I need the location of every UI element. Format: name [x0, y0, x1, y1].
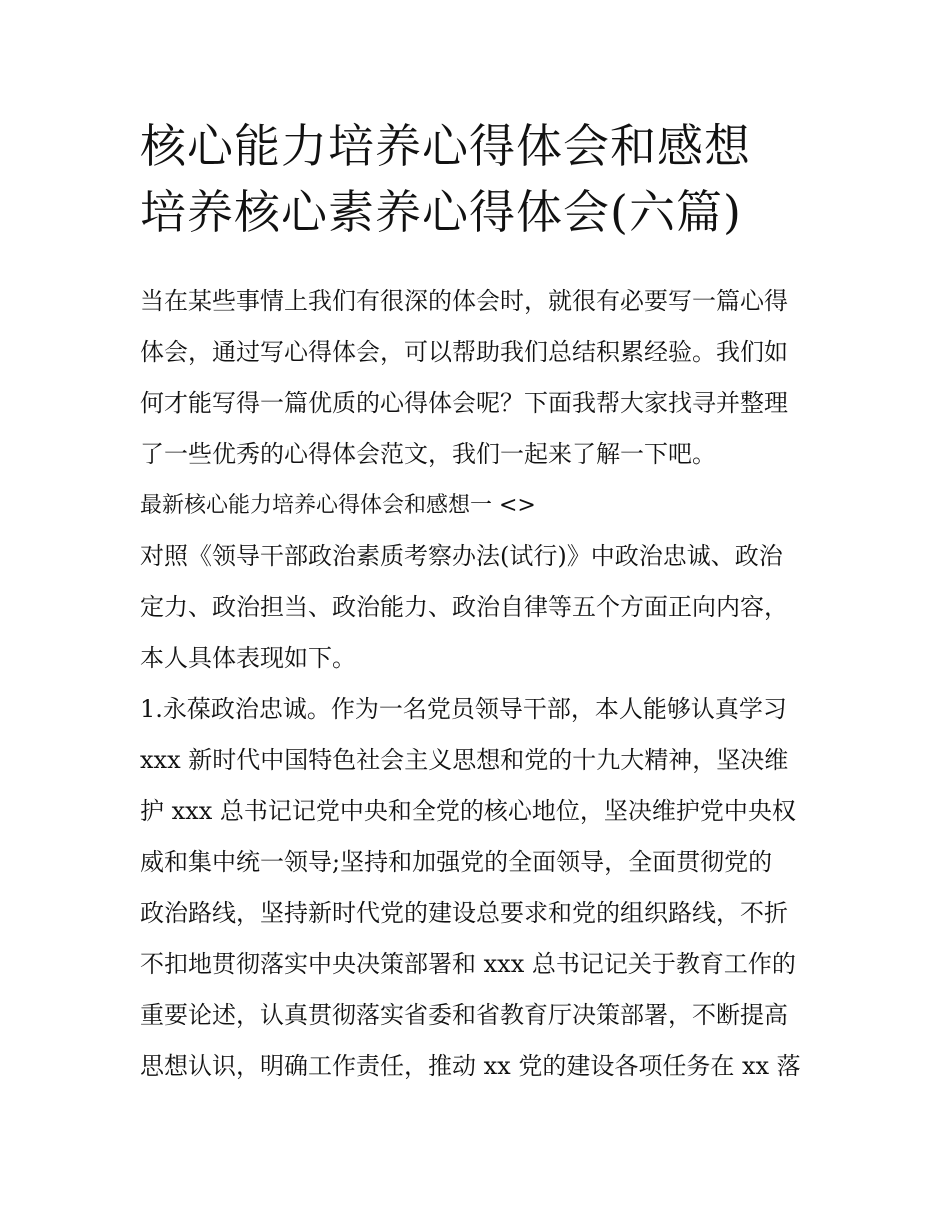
text-line-2: 体会，通过写心得体会，可以帮助我们总结积累经验。我们如: [140, 338, 788, 366]
document-title: [140, 113, 820, 245]
text-line-14: 不扣地贯彻落实中央决策部署和 xxx 总书记记关于教育工作的: [140, 950, 796, 978]
text-line-11: 护 xxx 总书记记党中央和全党的核心地位，坚决维护党中央权: [140, 797, 796, 825]
text-line-9: 1.永葆政治忠诚。作为一名党员领导干部，本人能够认真学习: [140, 695, 787, 723]
title-line-2: 培养核心素养心得体会(六篇): [140, 185, 742, 239]
text-line-12: 威和集中统一领导;坚持和加强党的全面领导，全面贯彻党的: [140, 848, 773, 876]
text-line-3: 何才能写得一篇优质的心得体会呢？下面我帮大家找寻并整理: [140, 389, 788, 417]
text-line-6: 对照《领导干部政治素质考察办法(试行)》中政治忠诚、政治: [140, 542, 783, 570]
section-heading: 最新核心能力培养心得体会和感想一 <>: [140, 493, 536, 518]
text-line-15: 重要论述，认真贯彻落实省委和省教育厅决策部署，不断提高: [140, 1001, 788, 1029]
text-line-13: 政治路线，坚持新时代党的建设总要求和党的组织路线，不折: [140, 899, 788, 927]
text-line-4: 了一些优秀的心得体会范文，我们一起来了解一下吧。: [140, 440, 716, 468]
title-line-1: 核心能力培养心得体会和感想: [140, 119, 751, 173]
text-line-10: xxx 新时代中国特色社会主义思想和党的十九大精神，坚决维: [140, 746, 789, 774]
text-line-8: 本人具体表现如下。: [140, 644, 356, 672]
text-line-16: 思想认识，明确工作责任，推动 xx 党的建设各项任务在 xx 落: [140, 1052, 801, 1080]
text-line-7: 定力、政治担当、政治能力、政治自律等五个方面正向内容，: [140, 593, 788, 621]
document-body: [140, 276, 820, 1092]
text-line-1: 当在某些事情上我们有很深的体会时，就很有必要写一篇心得: [140, 287, 788, 315]
